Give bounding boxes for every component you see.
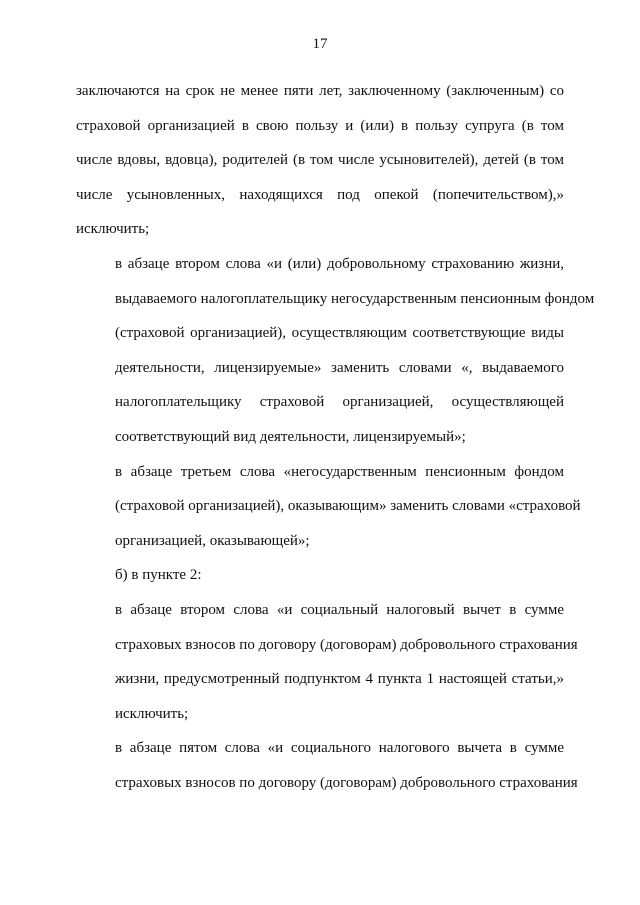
text-line: исключить;	[76, 221, 150, 238]
text-line: (страховой организацией), осуществляющим соответствующие виды	[115, 325, 564, 342]
text-line: жизни, предусмотренный подпунктом 4 пункта 1 настоящей статьи,»	[115, 671, 564, 688]
paragraph	[76, 558, 564, 593]
text-line: деятельности, лицензируемые» заменить словами «, выдаваемого	[115, 359, 564, 376]
text-line: б) в пункте 2:	[115, 567, 202, 584]
text-line: организацией, оказывающей»;	[115, 532, 310, 549]
text-line: в абзаце пятом слова «и социального налогового вычета в сумме	[115, 740, 564, 757]
text-line: налогоплательщику страховой организацией, осуществляющей	[115, 394, 564, 411]
paragraph	[76, 731, 578, 800]
text-line: числе вдовы, вдовца), родителей (в том числе усыновителей), детей (в том	[76, 152, 564, 169]
text-line: в абзаце третьем слова «негосударственным пенсионным фондом	[115, 463, 564, 480]
text-line: числе усыновленных, находящихся под опекой (попечительством),»	[76, 186, 564, 203]
text-line: страховых взносов по договору (договорам) добровольного страхования	[115, 636, 578, 653]
text-line: исключить;	[115, 705, 189, 722]
text-line: в абзаце втором слова «и (или) добровольному страхованию жизни,	[115, 255, 564, 272]
text-line: заключаются на срок не менее пяти лет, заключенному (заключенным) со	[76, 83, 564, 99]
text-line: выдаваемого налогоплательщику негосударственным пенсионным фондом	[115, 290, 595, 307]
paragraph	[76, 74, 564, 247]
text-line: страховой организацией в свою пользу и (или) в пользу супруга (в том	[76, 117, 564, 134]
text-line: страховых взносов по договору (договорам) добровольного страхования	[115, 774, 578, 791]
text-line: соответствующий вид деятельности, лицензируемый»;	[115, 428, 466, 445]
paragraph	[76, 593, 578, 731]
paragraph	[76, 455, 581, 559]
text-line: (страховой организацией), оказывающим» заменить словами «страховой	[115, 498, 581, 515]
paragraph	[76, 247, 595, 455]
document-body	[76, 74, 595, 800]
page-number: 17	[312, 36, 328, 52]
text-line: в абзаце втором слова «и социальный налоговый вычет в сумме	[115, 601, 564, 618]
